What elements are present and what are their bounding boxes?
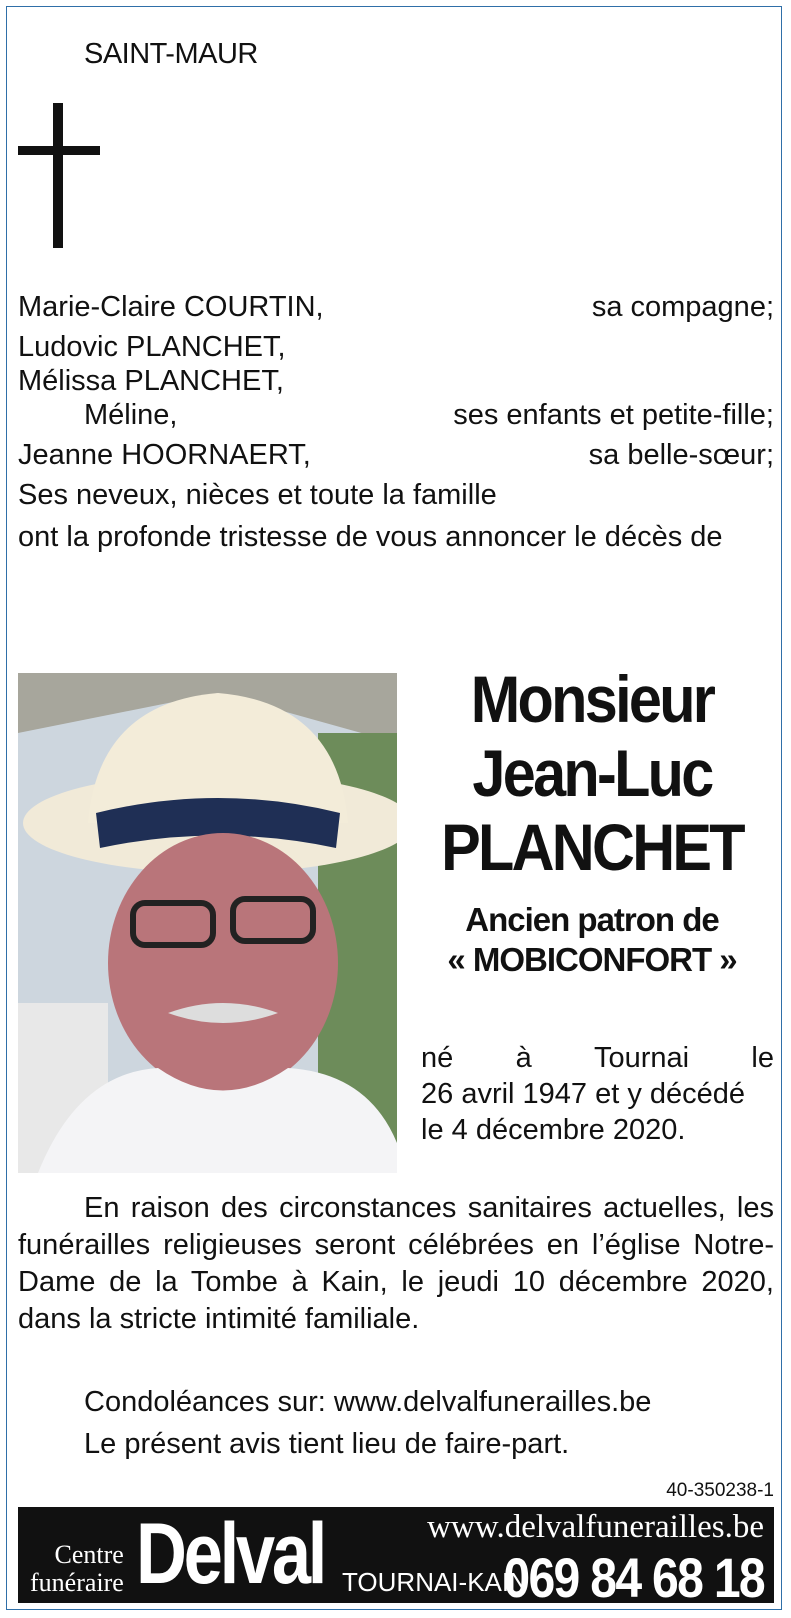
deceased-title: Monsieur	[470, 662, 714, 736]
born-word: le	[751, 1042, 774, 1074]
family-list	[18, 290, 774, 554]
family-name: Méline,	[84, 399, 178, 431]
born-word: né	[421, 1042, 454, 1074]
family-relation: sa belle-sœur;	[588, 439, 774, 471]
reference-number: 40-350238-1	[666, 1480, 774, 1501]
family-row	[18, 438, 774, 472]
family-name: Mélissa PLANCHET,	[18, 365, 284, 397]
funeral-text: En raison des circonstances sanitaires actuelles, les funérailles religieuses seront célébrées en l’église Notre-Dame de la Tombe à Kain, le jeudi 10 décembre 2020, dans la stricte intimité familiale.	[18, 1192, 774, 1335]
family-row	[18, 398, 774, 432]
deceased-last-name: PLANCHET	[441, 810, 743, 884]
funeraire-line: funéraire	[30, 1568, 124, 1597]
footer-phone[interactable]: 069 84 68 18	[503, 1546, 764, 1609]
family-relation: sa compagne;	[591, 291, 774, 323]
portrait-photo	[18, 673, 397, 1173]
company-name: « MOBICONFORT »	[447, 941, 737, 978]
former-role: Ancien patron de	[465, 901, 719, 938]
portrait-image	[18, 673, 397, 1173]
born-word: Tournai	[594, 1042, 690, 1074]
family-name: Ludovic PLANCHET,	[18, 331, 286, 363]
funeral-details	[18, 1190, 774, 1338]
cross-icon	[53, 103, 63, 248]
cross-icon-bar	[18, 146, 100, 155]
footer-website[interactable]: www.delvalfunerailles.be	[427, 1509, 764, 1545]
notice-statement: Le présent avis tient lieu de faire-part.	[84, 1428, 570, 1460]
birth-death-dates: 26 avril 1947 et y décédé le 4 décembre 2020.	[421, 1078, 746, 1146]
footer-city: TOURNAI-KAIN	[342, 1567, 528, 1597]
extended-family: Ses neveux, nièces et toute la famille	[18, 479, 497, 511]
brand-logo: Delval	[136, 1506, 325, 1602]
birth-death-info	[421, 1040, 774, 1148]
family-name: Jeanne HOORNAERT,	[18, 439, 311, 471]
announcement-text: ont la profonde tristesse de vous annoncer le décès de	[18, 521, 723, 553]
family-row	[18, 330, 774, 364]
deceased-first-name: Jean-Luc	[472, 736, 712, 810]
condolences-line: Condoléances sur: www.delvalfunerailles.be	[84, 1386, 652, 1418]
deceased-name-block	[410, 662, 774, 980]
birth-line	[421, 1040, 774, 1076]
family-name: Marie-Claire COURTIN,	[18, 291, 324, 323]
funeral-home-footer	[18, 1506, 774, 1609]
centre-line: Centre	[54, 1540, 124, 1569]
born-word: à	[515, 1042, 532, 1074]
centre-funeraire-label	[30, 1541, 124, 1597]
family-row	[18, 290, 774, 324]
location-heading: SAINT-MAUR	[84, 38, 258, 70]
family-row	[18, 364, 774, 398]
family-relation: ses enfants et petite-fille;	[453, 399, 774, 431]
